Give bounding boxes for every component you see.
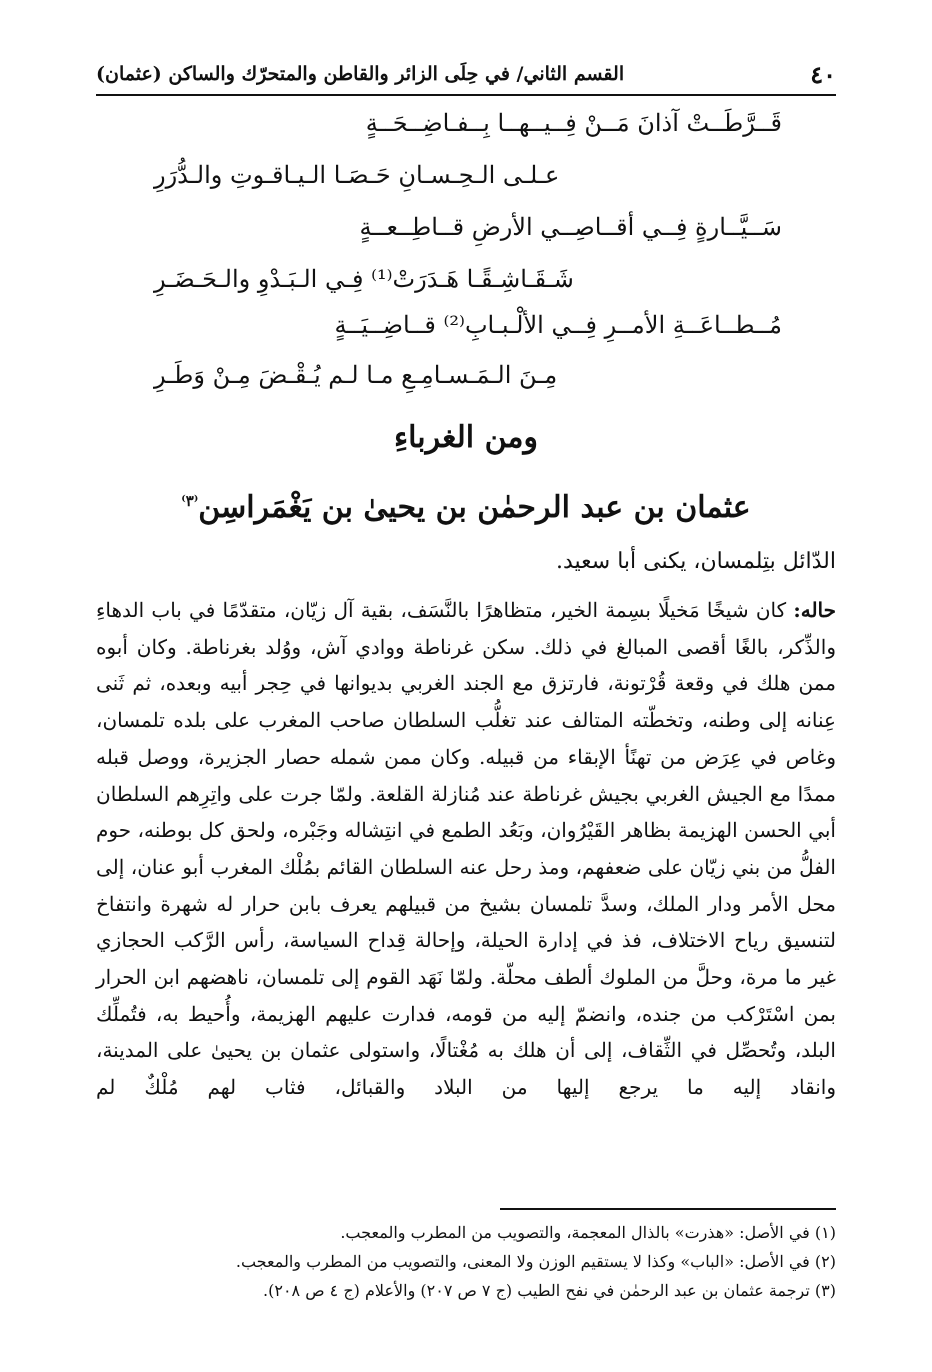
poem-verse-6: مِـنَ الـمَـسـامِـعِ مـا لـم يُـقْـضَ مِـنْ وَطَـرِ bbox=[154, 361, 558, 389]
poem-verse-3: سَــيَّــارةٍ فِــي أقــاصِــي الأرضِ قــاطِــعــةٍ bbox=[359, 213, 782, 241]
section-heading: ومن الغرباءِ bbox=[394, 420, 538, 455]
poem-verse-1: قَــرَّطَــتْ آذانَ مَــنْ فِــيــهــا بِــفـاضِــحَــةٍ bbox=[365, 109, 782, 137]
paragraph-text: كان شيخًا مَخيلًا بسِمة الخير، متظاهرًا بالنَّسَف، بقية آل زيّان، متقدّمًا في باب الدهاءِ والذِّكر، بالغًا أقصى المبالغ في ذلك. سكن غرناطة ووادي آش، ووُلد بغرناطة. وكان أبوه ممن هلك في وقعة قُرْتونة، فارتزق مع الجند الغربي بديوانها في حِجر أبيه وبعده، ثم ثَنى عِنانه إلى وطنه، وتخطّته المتالف عند تغلُّب السلطان صاحب المغرب على بلده تلمسان، وغاص في عِرَض من تهنًأ الإبقاء من قبيله. وكان ممن شمله حصار الجزيرة، ووصل قبله ممدًا مع الجيش الغربي بجيش غرناطة عند مُنازلة القلعة. ولمّا جرت على واتِرِهم السلطان أبي الحسن الهزيمة بظاهر القَيْرُوان، وبَعُد الطمع في انتِشاله وجَبْره، ولحق كل بوطنه، حوم الفلُّ من بني زيّان على ضعفهم، ومذ رحل عنه السلطان القائم بمُلْك المغرب أبو عنان، إلى محل الأمر ودار الملك، وسدَّ تلمسان بشيخ من قبيلهم يعرف بابن حرار له شهرة وانتفاخ لتنسيق رياح الاختلاف، فذ في إدارة الحيلة، وإحالة قِداح السياسة، رأس الرَّكب الحجازي غير ما مرة، وحلَّ من الملوك ألطف محلّة. ولمّا نَهَد القوم إلى تلمسان، ناهضهم ابن الحرار بمن اسْتَرْكب من جنده، وانضمّ إليه من قومه، فدارت عليهم الهزيمة، وأُحيط به، فتُملِّك البلد، وتُحصِّل في الثِّقاف، إلى أن هلك به مُغْتالًا، واستولى عثمان بن يحيىٰ على المدينة، وانقاد إليه ما يرجع إليها من البلاد والقبائل، فثاب لهم مُلْكٌ لم bbox=[96, 598, 836, 1100]
running-title: القسم الثاني/ في حِلَى الزائر والقاطن والمتحرّك والساكن (عثمان) bbox=[96, 63, 625, 85]
poem-verse-5: مُــطــاعَــةِ الأمــرِ فِــي الألْـبـابِ⁽²⁾ قــاضِــيَــةٍ bbox=[334, 311, 782, 339]
footnote-1: (١) في الأصل: «هذرت» بالذال المعجمة، والتصويب من المطرب والمعجب. bbox=[340, 1223, 836, 1242]
entry-title-footnote-ref: ⁽٣⁾ bbox=[181, 492, 199, 510]
entry-intro: الدّائل بتِلمسان، يكنى أبا سعيد. bbox=[556, 549, 836, 574]
poem-verse-4: شَـقَـاشِـقًـا هَـدَرَتْ⁽¹⁾ فِـي الـبَـدْوِ والـحَـضَـرِ bbox=[154, 265, 574, 293]
footnotes bbox=[96, 1218, 836, 1305]
entry-title bbox=[0, 478, 932, 531]
footnote-rule bbox=[500, 1208, 836, 1210]
page-number: ٤٠ bbox=[810, 59, 836, 89]
footnote-3: (٣) ترجمة عثمان بن عبد الرحمٰن في نفح الطيب (ج ٧ ص ٢٠٧) والأعلام (ج ٤ ص ٢٠٨). bbox=[263, 1281, 836, 1300]
header-rule bbox=[96, 94, 836, 96]
body-paragraph bbox=[96, 592, 836, 1106]
poem-verse-2: عـلـى الـحِـسـانِ حَـصَـا الـيـاقـوتِ والـدُّرَرِ bbox=[154, 161, 560, 189]
paragraph-lead: حاله: bbox=[793, 598, 836, 622]
entry-title-text: عثمان بن عبد الرحمٰن بن يحيىٰ بن يَغْمَراسِن bbox=[198, 490, 751, 525]
footnote-2: (٢) في الأصل: «الباب» وكذا لا يستقيم الوزن ولا المعنى، والتصويب من المطرب والمعجب. bbox=[235, 1252, 836, 1271]
running-header bbox=[96, 56, 836, 92]
